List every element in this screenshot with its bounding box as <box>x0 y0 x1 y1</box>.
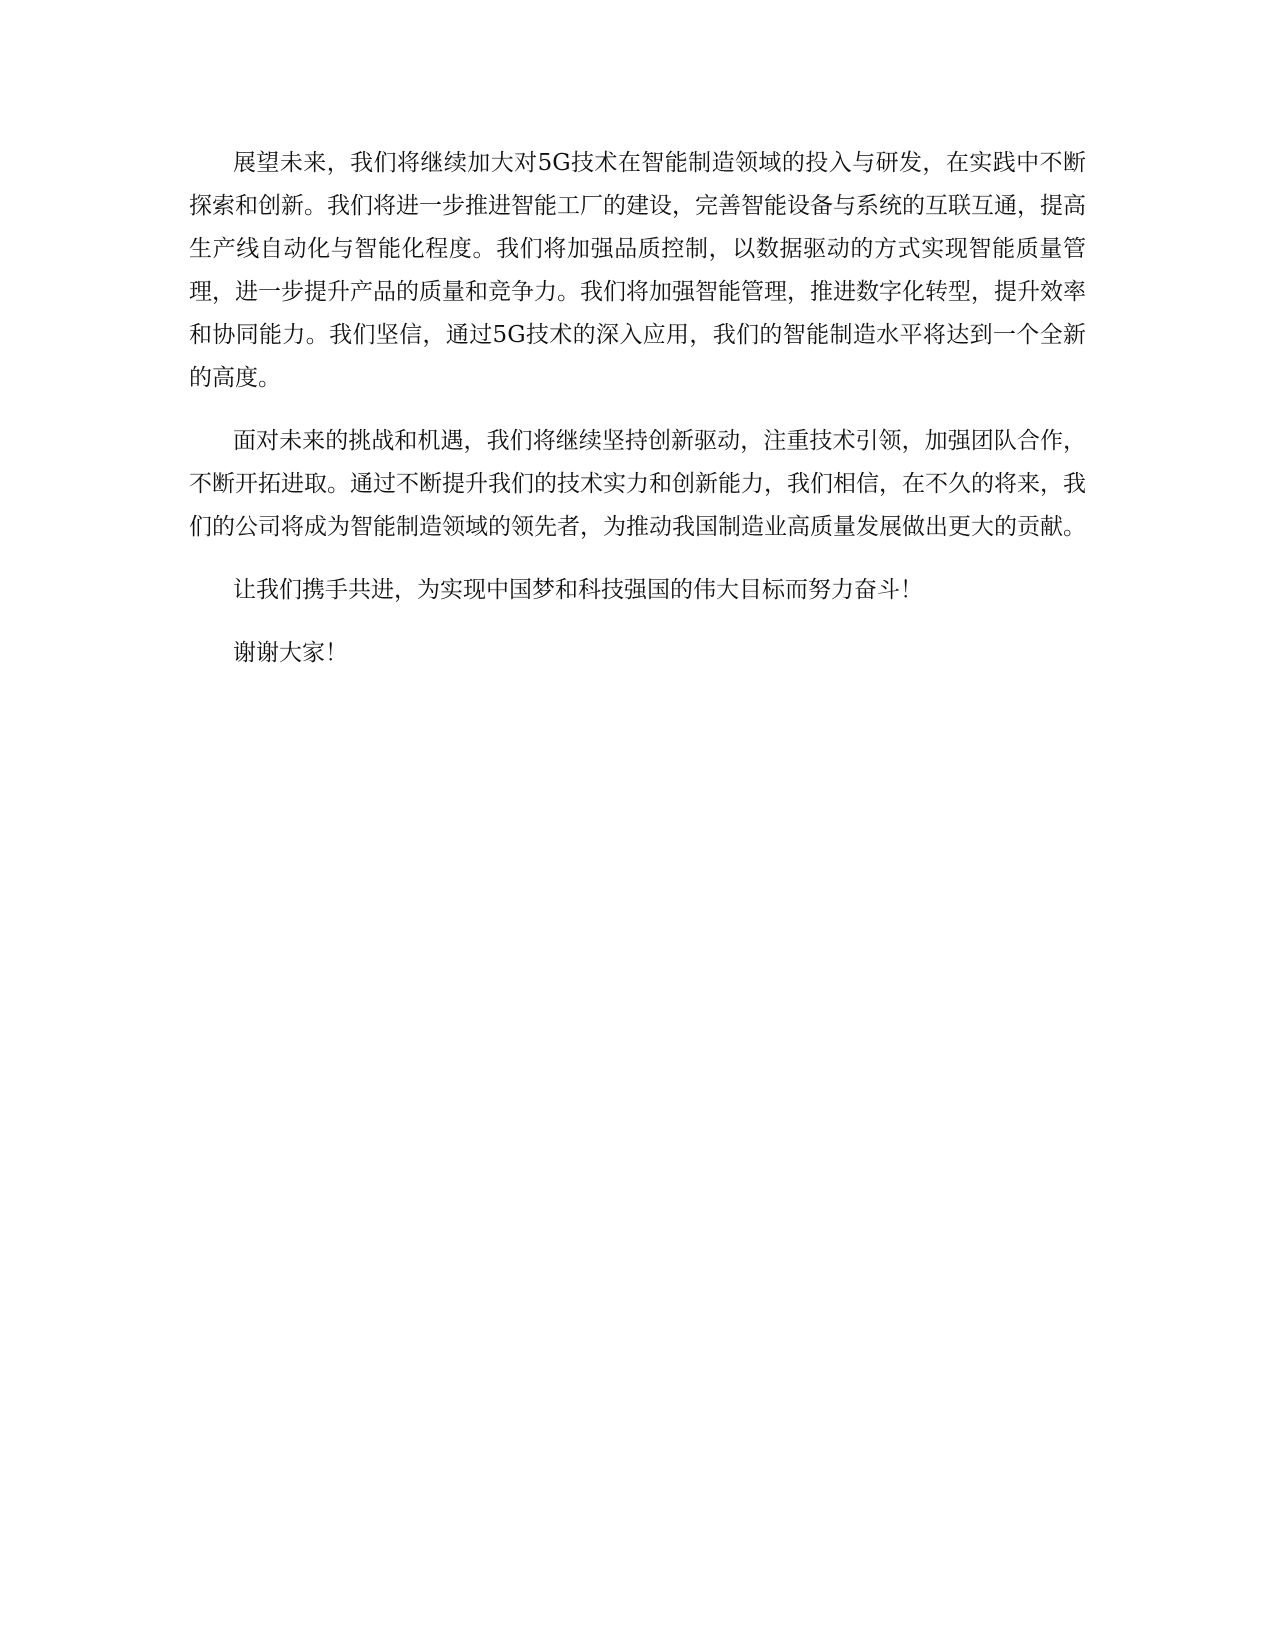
paragraph-challenges: 面对未来的挑战和机遇，我们将继续坚持创新驱动，注重技术引领，加强团队合作，不断开拓进取。通过不断提升我们的技术实力和创新能力，我们相信，在不久的将来，我们的公司将成为智能制造领域的领先者，为推动我国制造业高质量发展做出更大的贡献。 <box>189 428 1086 540</box>
paragraph-call-to-action: 让我们携手共进，为实现中国梦和科技强国的伟大目标而努力奋斗！ <box>233 577 923 603</box>
paragraph-outlook: 展望未来，我们将继续加大对5G技术在智能制造领域的投入与研发，在实践中不断探索和创新。我们将进一步推进智能工厂的建设，完善智能设备与系统的互联互通，提高生产线自动化与智能化程度。我们将加强品质控制，以数据驱动的方式实现智能质量管理，进一步提升产品的质量和竞争力。我们将加强智能管理，推进数字化转型，提升效率和协同能力。我们坚信，通过5G技术的深入应用，我们的智能制造水平将达到一个全新的高度。 <box>189 150 1086 391</box>
paragraph-thanks: 谢谢大家！ <box>233 640 348 666</box>
document-body <box>189 142 1086 695</box>
